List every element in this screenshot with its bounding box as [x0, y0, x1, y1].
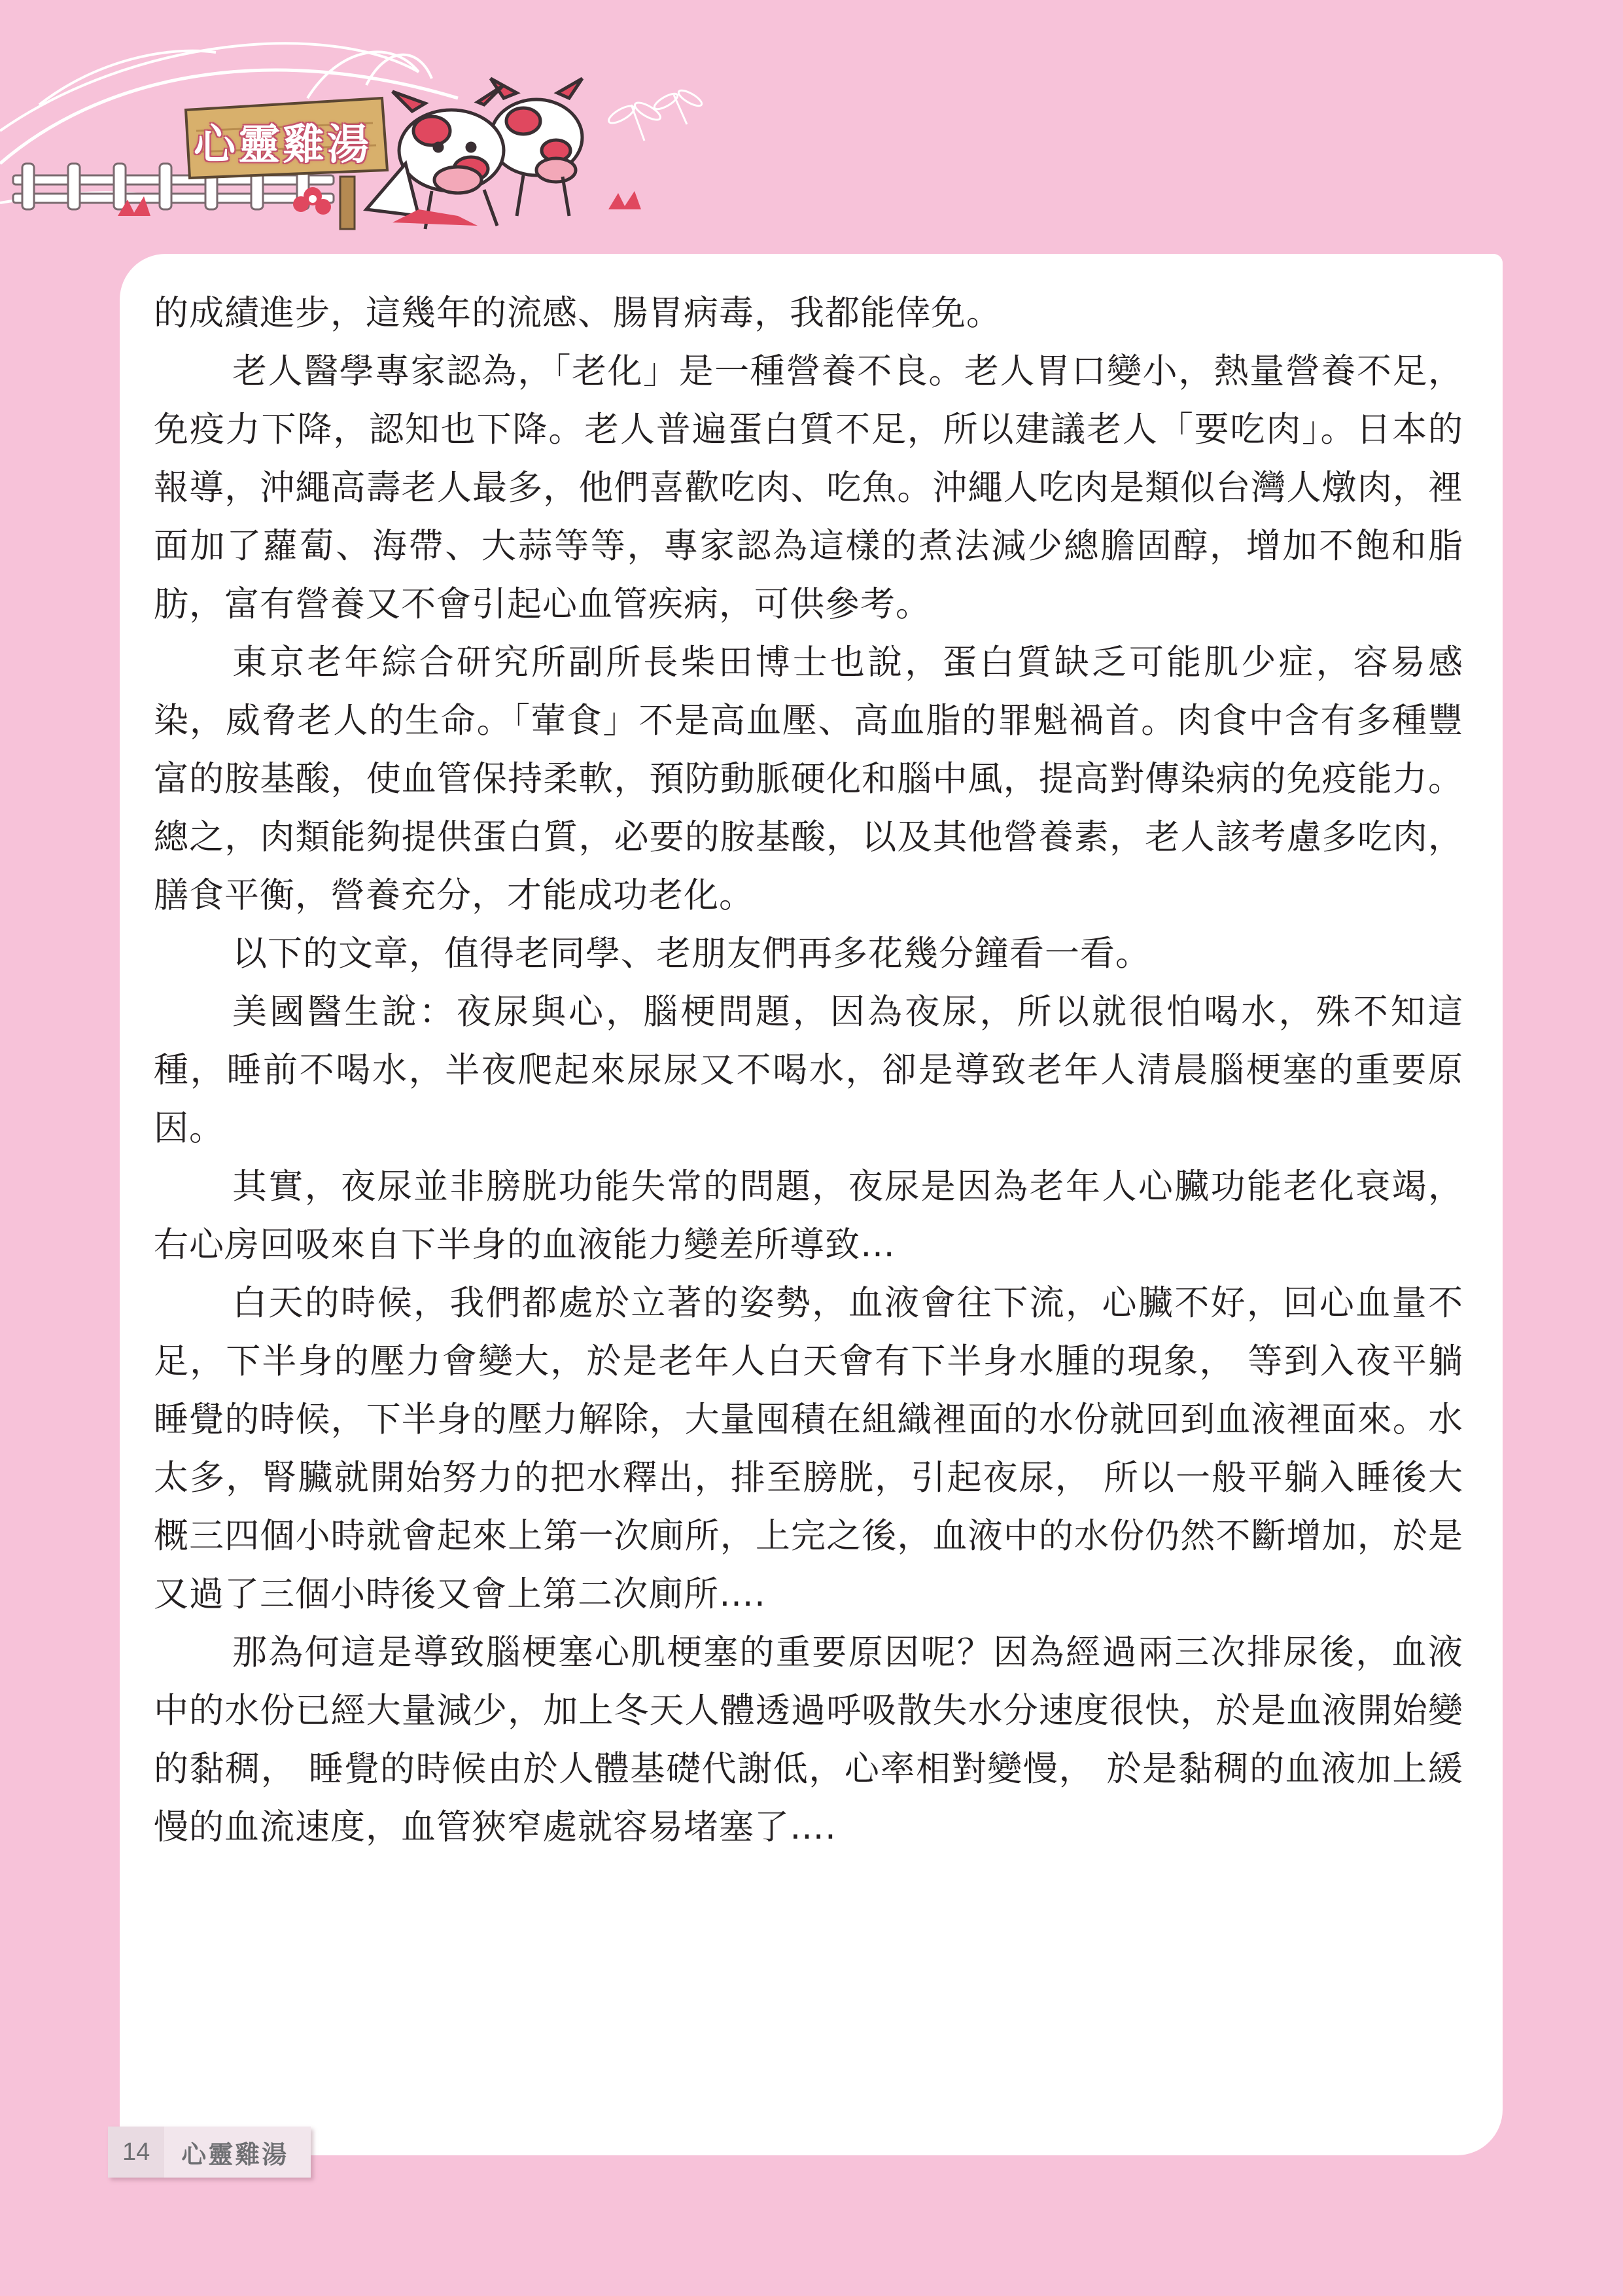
paragraph-7: 白天的時候，我們都處於立著的姿勢，血液會往下流，心臟不好，回心血量不足，下半身的壓力會變大，於是老年人白天會有下半身水腫的現象， 等到入夜平躺睡覺的時候，下半身的壓力解除，大量囤積在組織裡面的水份就回到血液裡面來。水太多，腎臟就開始努力的把水釋出，排至膀胱，引起夜尿， 所以一般平躺入睡後大概三四個小時就會起來上第一次廁所，上完之後，血液中的水份仍然不斷增加，於是又過了三個小時後又會上第二次廁所…. — [154, 1283, 1463, 1614]
paragraph-3: 東京老年綜合研究所副所長柴田博士也說，蛋白質缺乏可能肌少症，容易感染，威脅老人的生命。「葷食」不是高血壓、高血脂的罪魁禍首。肉食中含有多種豐富的胺基酸，使血管保持柔軟，預防動脈硬化和腦中風，提高對傳染病的免疫能力。總之，肉類能夠提供蛋白質，必要的胺基酸，以及其他營養素，老人該考慮多吃肉，膳食平衡，營養充分，才能成功老化。 — [154, 643, 1463, 915]
page-number: 14 — [108, 2127, 164, 2178]
paragraph-2: 老人醫學專家認為，「老化」是一種營養不良。老人胃口變小，熱量營養不足，免疫力下降，認知也下降。老人普遍蛋白質不足，所以建議老人「要吃肉」。日本的報導，沖繩高壽老人最多，他們喜歡吃肉、吃魚。沖繩人吃肉是類似台灣人燉肉，裡面加了蘿蔔、海帶、大蒜等等，專家認為這樣的煮法減少總膽固醇，增加不飽和脂肪，富有營養又不會引起心血管疾病，可供參考。 — [154, 351, 1463, 624]
paragraph-5: 美國醫生說：夜尿與心，腦梗問題，因為夜尿，所以就很怕喝水，殊不知這種，睡前不喝水，半夜爬起來尿尿又不喝水，卻是導致老年人清晨腦梗塞的重要原因。 — [154, 992, 1463, 1148]
paragraph-4: 以下的文章，值得老同學、老朋友們再多花幾分鐘看一看。 — [232, 934, 1151, 974]
page-footer — [108, 2127, 311, 2178]
paragraph-6: 其實，夜尿並非膀胱功能失常的問題，夜尿是因為老年人心臟功能老化衰竭，右心房回吸來自下半身的血液能力變差所導致… — [154, 1167, 1463, 1265]
section-title: 心靈雞湯 — [194, 121, 372, 169]
grass-icon — [608, 191, 641, 209]
dragonfly-icon — [606, 88, 704, 141]
cow-icon — [366, 79, 582, 229]
paragraph-1: 的成績進步，這幾年的流感、腸胃病毒，我都能倖免。 — [154, 293, 1002, 333]
footer-section-title: 心靈雞湯 — [181, 2140, 289, 2169]
paragraph-8: 那為何這是導致腦梗塞心肌梗塞的重要原因呢？因為經過兩三次排尿後，血液中的水份已經大量減少，加上冬天人體透過呼吸散失水分速度很快，於是血液開始變的黏稠， 睡覺的時候由於人體基礎代謝低，心率相對變慢， 於是黏稠的血液加上緩慢的血流速度，血管狹窄處就容易堵塞了…. — [154, 1633, 1463, 1847]
article-card — [120, 254, 1503, 2155]
